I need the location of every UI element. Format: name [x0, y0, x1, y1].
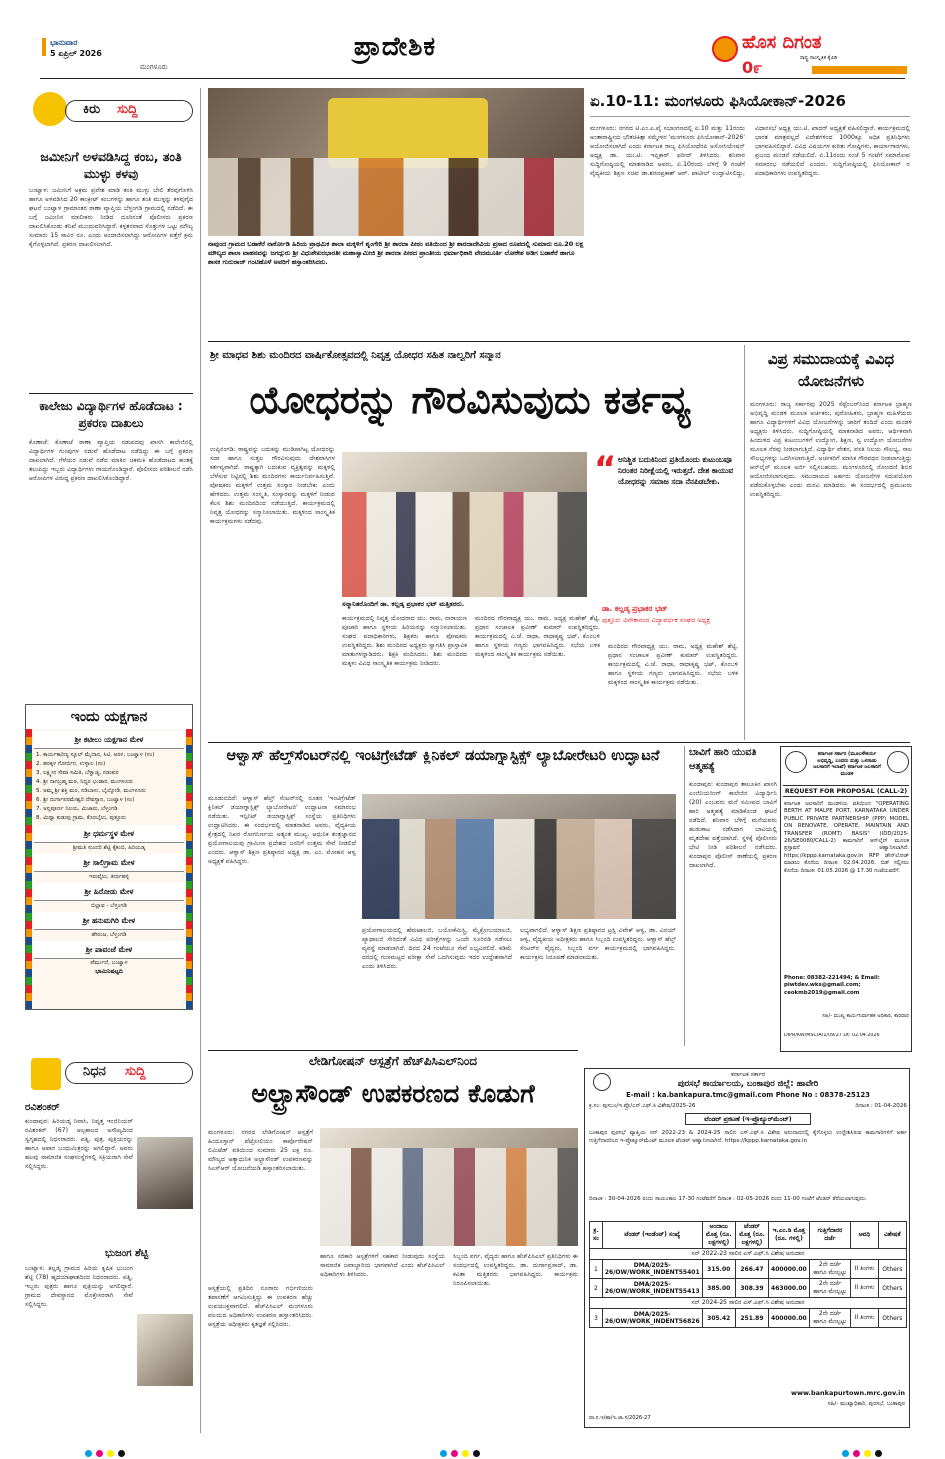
table-row: [590, 1309, 907, 1328]
cell: II ತಿಂಗಳು: [851, 1309, 878, 1328]
quote-box: [594, 449, 739, 637]
kateel-item: 1. ಕಾರ್ಯಕಾರಿಣ್ಯ ಸ್ಕೂಲ್ ಮೈದಾನ, ಸಿಟಿ, ಅರಳ, ಬಂಟ್ವಾಳ (ಸಂ): [36, 752, 155, 758]
cyan-dot: [85, 1450, 92, 1457]
physiocon-headline: ಏ.10-11: ಮಂಗಳೂರು ಫಿಸಿಯೋಕಾನ್-2026: [590, 92, 846, 110]
table-header: ಇ.ಎಂ.ಡಿ ಮೊತ್ತ (ರೂ. ಗಳಲ್ಲಿ): [769, 1222, 810, 1249]
magenta-dot: [853, 1450, 860, 1457]
physiocon-rule: [590, 116, 910, 117]
kateel-item: 3. ಲಕ್ಷ್ಮೀನ ಸೇವಾ ಸಮಿತಿ, ಬೆಳ್ವಾಡ್ಯ, ನಡುಕುರ: [36, 770, 119, 776]
lead-column-2: ಕಾರ್ಯಕ್ರಮದಲ್ಲಿ ನಿವೃತ್ತ ಯೋಧರಾದ ಯು. ರಾಮ, ನಾರಾಯಣ ಪೂಜಾರಿ ಹಾಗೂ ಸ್ಥಳೀಯ ಹಿರಿಯರನ್ನು ಸನ್ಮಾನಿಸಲಾಯಿತು. ಸಂಘದ ಪದಾಧಿಕಾರಿಗಳು, ಶಿಕ್ಷಕರು ಹಾಗೂ ಪೋಷಕರು ಉಪಸ್ಥಿತರಿದ್ದರು. ಶಿಶು ಮಂದಿರದ ಅಧ್ಯಕ್ಷರು ಸ್ವಾಗತಿಸಿ ಪ್ರಾಸ್ತಾವಿಕ ಮಾತುಗಳನ್ನಾಡಿದರು. ಶಿಕ್ಷಕಿ ವಂದಿಸಿದರು. ಶಿಶು ಮಂದಿರದ ಮಕ್ಕಳು ವಿವಿಧ ಸಾಂಸ್ಕೃತಿಕ ಕಾರ್ಯಕ್ರಮ ನೀಡಿದರು.: [342, 615, 467, 667]
tender-rfp: [780, 746, 912, 1052]
alvas-article: [208, 746, 678, 1046]
lead-column-1: ಉಪ್ಪಿನಂಗಡಿ: ರಾಷ್ಟ್ರವನ್ನು ಬದುಕನ್ನು ಮುಡಿಪಾಗಿಟ್ಟ ಯೋಧರನ್ನು ಸದಾ ಹಾಗೂ ಸುತ್ತಲ ಗೌರವಿಸುವುದು ದೇಶವಾಸಿಗಳ ಕರ್ತವ್ಯವಾಗಿದೆ. ರಾಷ್ಟ್ರಕ್ಕಾಗಿ ಬದುಕುವ ವ್ಯಕ್ತಿತ್ವವನ್ನು ಮಕ್ಕಳಲ್ಲಿ ಬೆಳೆಸುವ ನಿಟ್ಟಿನಲ್ಲಿ ಶಿಶು ಮಂದಿರಗಳು ಕಾರ್ಯನಿರ್ವಹಿಸುತ್ತಿವೆ. ಪೋಷಕರು ಮಕ್ಕಳಿಗೆ ಉತ್ತಮ ಸಂಸ್ಕಾರ ನೀಡಬೇಕು ಎಂದು ಹೇಳಿದರು. ಉತ್ತಮ ಸಂಸ್ಕೃತಿ, ಸಂಸ್ಕಾರವನ್ನು ಮಕ್ಕಳಿಗೆ ನೀಡುವ ಕೆಲಸ ಶಿಶು ಮಂದಿರದಿಂದ ನಡೆಯುತ್ತಿದೆ. ಕಾರ್ಯಕ್ರಮದಲ್ಲಿ ನಿವೃತ್ತ ಯೋಧರನ್ನು ಸನ್ಮಾನಿಸಲಾಯಿತು. ಮಕ್ಕಳಿಂದ ಸಾಂಸ್ಕೃತಿಕ ಕಾರ್ಯಕ್ರಮಗಳು ನಡೆದವು.: [210, 446, 335, 525]
lead-photo: [342, 452, 587, 597]
bankapura-dates: ದಿನಾಂಕ : 30-04-2026 ರಂದು ಸಾಯಂಕಾಲ 17-30 ಗಂಟೆವರೆಗೆ ದಿನಾಂಕ : 02-05-2026 ರಂದು 11-00 ಗಂಟೆಗೆ ಟೆಂಡರ್ ತೆರೆಯಲಾಗುವುದು.: [589, 1196, 867, 1202]
table-header: ಅವಧಿ: [851, 1222, 878, 1249]
alvas-column-3: ಲಭ್ಯವಾಗಲಿದೆ. ಆಳ್ವಾಸ್ ಶಿಕ್ಷಣ ಪ್ರತಿಷ್ಠಾನದ ಟ್ರಸ್ಟಿ ವಿವೇಕ್ ಆಳ್ವ, ಡಾ. ವಿನಯ್ ಆಳ್ವ, ವೈದ್ಯಕೀಯ ಅಧೀಕ್ಷಕರು ಹಾಗೂ ಸಿಬ್ಬಂದಿ ಉಪಸ್ಥಿತರಿದ್ದರು. ಆಳ್ವಾಸ್ ಹೆಲ್ತ್ ಸೆಂಟರ್‌ನ ವೈದ್ಯರು, ಸಿಬ್ಬಂದಿ ವರ್ಗ ಕಾರ್ಯಕ್ರಮದಲ್ಲಿ ಭಾಗವಹಿಸಿದ್ದರು. ಕಾರ್ಯಕ್ರಮ ನಿರೂಪಣೆ ಮಾಡಲಾಯಿತು.: [520, 927, 676, 961]
tender-body: ಕರ್ನಾಟಕ ಜಲಸಾರಿಗೆ ಮಂಡಳಿಯ ವತಿಯಿಂದ "OPERATING BERTH AT MALPE PORT, KARNATAKA UNDER PUBLIC PRIVATE PARTNERSHIP (PPP) MODEL ON RENOVATE, OPERATE, MAINTAIN AND TRANSFER (ROMT) BASIS" (IDD/2025-26/SE0080/CALL-2) ಕಾಮಗಾರಿಗೆ ಆನ್‌ಲೈನ್ ಮೂಲಕ ಪ್ರಸ್ತಾವನೆ ಆಹ್ವಾನಿಸಲಾಗಿದೆ. https://kppp.karnataka.gov.in RFP ಡೌನ್‌ಲೋಡ್ ಮಾಡಲು ಕೊನೆಯ ದಿನಾಂಕ: 02.04.2026. ಬಿಡ್ ಸಲ್ಲಿಸಲು ಕೊನೆಯ ದಿನಾಂಕ: 01.05.2026 @ 17.30 ಗಂಟೆಯವರೆಗೆ.: [784, 801, 909, 874]
lady-column-1: ಮಂಗಳೂರು: ನಗರದ ಲೇಡಿಗೋಷನ್ ಆಸ್ಪತ್ರೆಗೆ ಹಿಂದೂಸ್ತಾನ್ ಪೆಟ್ರೋಲಿಯಂ ಕಾರ್ಪೊರೇಷನ್ ಲಿಮಿಟೆಡ್ ವತಿಯಿಂದ ಸುಮಾರು 25 ಲಕ್ಷ ರೂ. ಮೌಲ್ಯದ ಅತ್ಯಾಧುನಿಕ ಅಲ್ಟ್ರಾಸೌಂಡ್ ಉಪಕರಣವನ್ನು ಸಿಎಸ್ಆರ್ ಯೋಜನೆಯಡಿ ಹಸ್ತಾಂತರಿಸಲಾಯಿತು.: [208, 1129, 313, 1172]
day-label: ಭಾನುವಾರ: [50, 38, 78, 47]
troupe-hirodu: ಶ್ರೀ ಹಿರೋಡು ಮೇಳ: [34, 883, 184, 901]
table-group-row: [590, 1249, 907, 1260]
table-group-row: [590, 1298, 907, 1309]
magenta-dot: [451, 1450, 458, 1457]
brand-emblem-icon: [712, 36, 738, 62]
pavanje-play: ಭಾಮಿನಿಷಟ್ಪದಿ: [95, 968, 123, 975]
black-dot: [473, 1450, 480, 1457]
obituary-photo-1: [137, 1137, 193, 1209]
bankapura-body: ಬಂಕಾಪುರ ಪುರಸಭೆ ವ್ಯಾಪ್ತಿಯ ಸನ್ 2022-23 & 2024-25 ಸಾಲಿನ ಎಸ್.ಎಫ್.ಸಿ ವಿಶೇಷ ಅನುದಾನದಲ್ಲಿ ಕೈಗೊಳ್ಳಲು ಉದ್ದೇಶಿಸಿರುವ ಕಾಮಗಾರಿಗಳಿಗೆ ಅರ್ಹ ಗುತ್ತಿಗೆದಾರರಿಂದ ಇ-ಪ್ರೊಕ್ಯೂರ್‌ಮೆಂಟ್ ಮೂಲಕ ಟೆಂಡರ್ ಆಹ್ವಾನಿಸಲಾಗಿದೆ. https://kppp.karnataka.gov.in: [589, 1130, 907, 1144]
cell: 315.00: [702, 1260, 735, 1279]
cell: 400000.00: [769, 1309, 810, 1328]
bankapura-notice-title: ಟೆಂಡರ್ ಪ್ರಕಟಣೆ (ಇ-ಪ್ರೊಕ್ಯೂರ್‌ಮೆಂಟ್): [685, 1113, 811, 1125]
table-header: ಕ್ರ. ಸಂ: [590, 1222, 603, 1249]
yellow-dot: [107, 1450, 114, 1457]
saligrama-place: ಇರುವೈಲು, ತೀರ್ಥಹಳ್ಳಿ: [88, 874, 130, 880]
cell: 385.00: [702, 1279, 735, 1298]
kirusuddi-header: [25, 88, 195, 132]
cell: 1: [590, 1260, 603, 1279]
top-story-photo: [208, 88, 584, 236]
obituary-text-1: ಕುಂದಾಪುರ: ಹಿರಿಯಡ್ಕ ನಿವಾಸಿ, ನಿವೃತ್ತ ಇಂಜಿನಿಯರ್ ರವಿಶಂಕರ್ (67) ಅಲ್ಪಕಾಲದ ಅಸೌಖ್ಯದಿಂದ ಸ್ವಗೃಹದಲ್ಲಿ ನಿಧನರಾದರು. ಪತ್ನಿ, ಪುತ್ರ, ಪುತ್ರಿಯರನ್ನು ಹಾಗೂ ಅಪಾರ ಬಂಧುಮಿತ್ರರನ್ನು ಅಗಲಿದ್ದಾರೆ. ಅವರು ಹಲವು ಸಾಮಾಜಿಕ ಸಂಘಸಂಸ್ಥೆಗಳಲ್ಲಿ ಸಕ್ರಿಯರಾಗಿ ಸೇವೆ ಸಲ್ಲಿಸಿದ್ದರು.: [25, 1118, 133, 1170]
obituary-name-1: ರವಿಶಂಕರ್: [25, 1102, 60, 1113]
brand-name: ಹೊಸ ದಿಗಂತ: [742, 32, 822, 53]
obituary-text-2: ಬಂಟ್ವಾಳ: ಕಲ್ಲಡ್ಕ ಗ್ರಾಮದ ಹಿರಿಯ ಕೃಷಿಕ ಭುಜಂಗ ಶೆಟ್ಟಿ (78) ಹೃದಯಾಘಾತದಿಂದ ನಿಧನರಾದರು. ಪತ್ನಿ, ಇಬ್ಬರು ಪುತ್ರರು ಹಾಗೂ ಪುತ್ರಿಯನ್ನು ಅಗಲಿದ್ದಾರೆ. ಗ್ರಾಮದ ದೇವಸ್ಥಾನದ ಮೊಕ್ತೇಸರರಾಗಿ ಸೇವೆ ಸಲ್ಲಿಸಿದ್ದರು.: [25, 1265, 133, 1308]
government-emblem-icon: [785, 751, 807, 773]
kiru-headline-2: ಕಾಲೇಜು ವಿದ್ಯಾರ್ಥಿಗಳ ಹೊಡೆದಾಟ : ಪ್ರಕರಣ ದಾಖಲು: [39, 399, 183, 430]
date-label: 5 ಏಪ್ರಿಲ್ 2026: [50, 49, 102, 58]
yellow-dot: [864, 1450, 871, 1457]
kateel-list: [34, 749, 184, 825]
lady-photo: [320, 1128, 578, 1246]
cell: Others: [878, 1260, 906, 1279]
bankapura-sign: ಸಹಿ/- ಮುಖ್ಯಾಧಿಕಾರಿ, ಪುರಸಭೆ, ಬಂಕಾಪುರ: [827, 1401, 905, 1407]
cell: 2: [590, 1279, 603, 1298]
registration-marks-right: [842, 1442, 886, 1459]
vipra-headline: ವಿಪ್ರ ಸಮುದಾಯಕ್ಕೆ ವಿವಿಧ ಯೋಜನೆಗಳು: [767, 350, 895, 390]
cyan-dot: [842, 1450, 849, 1457]
lamp-icon: [31, 1058, 61, 1090]
cell: 305.42: [702, 1309, 735, 1328]
nidhana-title-b: ಸುದ್ದಿ: [125, 1064, 146, 1079]
cell: DMA/2025-26/OW/WORK_INDENT56826: [602, 1309, 702, 1328]
cell: 3: [590, 1309, 603, 1328]
cell: Others: [878, 1309, 906, 1328]
column-rule-right: [744, 345, 745, 740]
pavanje-place: ಪೆರ್ಮುದೆ, ಬಂಟ್ವಾಳ: [90, 960, 128, 966]
lady-article: [208, 1054, 578, 1439]
cyan-dot: [440, 1450, 447, 1457]
lead-column-4: ಮಂದಿರದ ಗೌರವಾಧ್ಯಕ್ಷ ಯು. ರಾಮ, ಅಧ್ಯಕ್ಷ ಮಹೇಶ್ ಶೆಟ್ಟಿ, ಪ್ರಧಾನ ಸಂಚಾಲಕ ಪ್ರವೀಣ್ ಕುಮಾರ್ ಉಪಸ್ಥಿತರಿದ್ದರು. ಕಾರ್ಯಕ್ರಮದಲ್ಲಿ ವಿ.ಜೆ. ರಾಧಾ, ರಾಧಾಕೃಷ್ಣ ಭಟ್, ಕೊಂಬಳಿ ಹಾಗೂ ಸ್ಥಳೀಯ ಗಣ್ಯರು ಭಾಗವಹಿಸಿದ್ದರು. ಸಭೆಯ ಬಳಿಕ ಮಕ್ಕಳಿಂದ ಸಾಂಸ್ಕೃತಿಕ ಕಾರ್ಯಕ್ರಮ ನಡೆಯಿತು.: [608, 643, 738, 686]
yakshagana-content: [34, 731, 184, 976]
table-row: [590, 1260, 907, 1279]
bankapura-table: [589, 1221, 907, 1328]
alvas-photo-people: [362, 819, 676, 919]
bankapura-ref-date: ದಿನಾಂಕ : 01-04-2026: [855, 1103, 907, 1109]
lady-kicker: ಲೇಡಿಗೋಷನ್ ಆಸ್ಪತ್ರೆಗೆ ಹೆಚ್‌ಪಿಸಿಎಲ್‌ನಿಂದ: [308, 1054, 478, 1068]
yakshagana-title: ಇಂದು ಯಕ್ಷಗಾನ: [26, 705, 192, 729]
bankapura-ref-no: ಕ್ರ.ಸಂ: ಪುಸಬಂ/ಇ.ಪ್ರೊ/ಎನ್.ಎಫ್.ಸಿ ವಿಶೇಷ/2025-26: [589, 1103, 696, 1109]
table-header-row: [590, 1222, 907, 1249]
troupe-kateel: ಶ್ರೀ ಕಟೀಲು ಯಕ್ಷಗಾನ ಮೇಳ: [34, 731, 184, 749]
kiru-body-2: ಕೊಣಾಜೆ: ಕೊಣಾಜೆ ಠಾಣಾ ವ್ಯಾಪ್ತಿಯ ನಡುಪದವು ಖಾಸಗಿ ಕಾಲೇಜಿನಲ್ಲಿ ವಿದ್ಯಾರ್ಥಿಗಳ ಗುಂಪುಗಳ ನಡುವೆ ಹೊಡೆದಾಟ ನಡೆದಿದ್ದು ಈ ಬಗ್ಗೆ ಪ್ರಕರಣ ದಾಖಲಾಗಿದೆ. ಗೆಳೆಯರ ನಡುವೆ ನಡೆದ ಮಾತಿನ ಚಕಮಕಿ ಹೊಡೆದಾಟದ ಹಂತಕ್ಕೆ ತಲುಪಿದ್ದು ಇಬ್ಬರು ವಿದ್ಯಾರ್ಥಿಗಳು ಗಾಯಗೊಂಡಿದ್ದಾರೆ. ಪೊಲೀಸರು ಪರಿಶೀಲನೆ ನಡೆಸಿ ಆರೋಪಿಗಳ ವಿರುದ್ಧ ಪ್ರಕರಣ ದಾಖಲಿಸಿಕೊಂಡಿದ್ದಾರೆ.: [29, 439, 193, 482]
troupe-saligrama: ಶ್ರೀ ಸಾಲಿಗ್ರಾಮ ಮೇಳ: [34, 854, 184, 872]
black-dot: [118, 1450, 125, 1457]
column-rule-left: [200, 88, 201, 1433]
obituary-photo-2: [137, 1314, 193, 1386]
cell: DMA/2025-26/OW/WORK_INDENT55413: [602, 1279, 702, 1298]
date-block: [42, 38, 168, 78]
city-label: ಮಂಗಳೂರು: [140, 63, 168, 71]
black-dot: [875, 1450, 882, 1457]
yakshagana-section: [25, 704, 193, 1010]
cell: 2ನೇ ದರ್ಜೆ ಹಾಗೂ ಮೇಲ್ಪಟ್ಟು: [809, 1279, 850, 1298]
yakshagana-border-right: [186, 729, 192, 1009]
bavi-article: [684, 746, 776, 1046]
lead-column-3: ಮಂದಿರದ ಗೌರವಾಧ್ಯಕ್ಷ ಯು. ರಾಮ, ಅಧ್ಯಕ್ಷ ಮಹೇಶ್ ಶೆಟ್ಟಿ, ಪ್ರಧಾನ ಸಂಚಾಲಕ ಪ್ರವೀಣ್ ಕುಮಾರ್ ಉಪಸ್ಥಿತರಿದ್ದರು. ಕಾರ್ಯಕ್ರಮದಲ್ಲಿ ವಿ.ಜೆ. ರಾಧಾ, ರಾಧಾಕೃಷ್ಣ ಭಟ್, ಕೊಂಬಳಿ ಹಾಗೂ ಸ್ಥಳೀಯ ಗಣ್ಯರು ಭಾಗವಹಿಸಿದ್ದರು. ಸಭೆಯ ಬಳಿಕ ಮಕ್ಕಳಿಂದ ಸಾಂಸ್ಕೃತಿಕ ಕಾರ್ಯಕ್ರಮ ನಡೆಯಿತು.: [475, 615, 600, 658]
kateel-item: 4. ಶ್ರೀ ನಾಗಬ್ರಹ್ಮ ಮಠ, ನಿಧ್ಯರ ಭಂಡಾರ, ಮಂಗಳೂರು: [36, 779, 133, 785]
cell: 2ನೇ ದರ್ಜೆ ಹಾಗೂ ಮೇಲ್ಪಟ್ಟು: [809, 1260, 850, 1279]
bankapura-gov: ಕರ್ನಾಟಕ ಸರ್ಕಾರ: [730, 1071, 766, 1078]
troupe-dharmasthala: ಶ್ರೀ ಧರ್ಮಸ್ಥಳ ಮೇಳ: [34, 825, 184, 843]
kiru-divider: [29, 393, 193, 394]
vipra-body: ಮಂಗಳೂರು: ರಾಜ್ಯ ಸರ್ಕಾರವು 2025 ಸೆಪ್ಟೆಂಬರ್‌ನಿಂದ ಕರ್ನಾಟಕ ಬ್ರಾಹ್ಮಣ ಅಭಿವೃದ್ಧಿ ಮಂಡಳಿ ಮೂಲಕ ಅರ್ಚಕರು, ಪುರೋಹಿತರು, ಬ್ರಾಹ್ಮಣ ಮಹಿಳೆಯರು ಹಾಗೂ ವಿದ್ಯಾರ್ಥಿಗಳಿಗೆ ವಿವಿಧ ಯೋಜನೆಗಳನ್ನು ಜಾರಿಗೆ ತಂದಿದೆ ಎಂದು ಮಂಡಳಿ ಅಧ್ಯಕ್ಷರು ತಿಳಿಸಿದರು. ಸುದ್ದಿಗೋಷ್ಠಿಯಲ್ಲಿ ಮಾತನಾಡಿದ ಅವರು, ಆರ್ಥಿಕವಾಗಿ ಹಿಂದುಳಿದ ವಿಪ್ರ ಕುಟುಂಬಗಳಿಗೆ ಉದ್ಯೋಗ, ಶಿಕ್ಷಣ, ಸ್ವ ಉದ್ಯೋಗ ಯೋಜನೆಗಳ ಮೂಲಕ ನೆರವು ನೀಡಲಾಗುತ್ತಿದೆ. ವಿದ್ಯಾರ್ಥಿ ವೇತನ, ವಸತಿ ನಿಲಯ ಸೌಲಭ್ಯ, ಸಾಲ ಸೌಲಭ್ಯಗಳನ್ನು ಒದಗಿಸಲಾಗುತ್ತಿದೆ. ಅರ್ಚಕರಿಗೆ ಮಾಸಿಕ ಗೌರವಧನ ನೀಡಲಾಗುತ್ತಿದ್ದು ಆನ್‌ಲೈನ್ ಮೂಲಕ ಅರ್ಜಿ ಸಲ್ಲಿಸಬಹುದು. ಮಂಗಳೂರಿನಲ್ಲಿ ನೋಂದಣಿ ಶಿಬಿರ ಆಯೋಜಿಸಲಾಗುವುದು. ಸಮುದಾಯದ ಅರ್ಹರು ಯೋಜನೆಗಳ ಸದುಪಯೋಗ ಪಡೆದುಕೊಳ್ಳಬೇಕು ಎಂದು ಮನವಿ ಮಾಡಿದರು. ಈ ಸಂದರ್ಭದಲ್ಲಿ ಪ್ರಮುಖರು ಉಪಸ್ಥಿತರಿದ್ದರು.: [750, 401, 912, 498]
bavi-headline: ಬಾವಿಗೆ ಹಾರಿ ಯುವತಿ ಆತ್ಮಹತ್ಯೆ: [689, 747, 757, 772]
lead-kicker: ಶ್ರೀ ಮಾಧವ ಶಿಶು ಮಂದಿರದ ವಾರ್ಷಿಕೋತ್ಸವದಲ್ಲಿ ನಿವೃತ್ತ ಯೋಧರ ಸಹಿತ ನಾಲ್ವರಿಗೆ ಸನ್ಮಾನ: [210, 350, 501, 361]
bankapura-footer-ref: ವಾ.ಸ.ಇ/ಹಾ/ಇ.ಜಾ.ಸ/2026-27: [589, 1415, 651, 1421]
cell: 463000.00: [769, 1279, 810, 1298]
cell: 266.47: [735, 1260, 768, 1279]
lead-headline: ಯೋಧರನ್ನು ಗೌರವಿಸುವುದು ಕರ್ತವ್ಯ: [249, 378, 691, 422]
lead-photo-people: [342, 492, 587, 597]
yellow-dot: [462, 1450, 469, 1457]
table-header: ಅಂದಾಜು ಮೊತ್ತ (ರೂ. ಲಕ್ಷಗಳಲ್ಲಿ): [702, 1222, 735, 1249]
date-color-bar: [42, 38, 46, 56]
cell: DMA/2025-26/OW/WORK_INDENT55401: [602, 1260, 702, 1279]
table-header: ಗುತ್ತಿಗೆದಾರರ ದರ್ಜೆ: [809, 1222, 850, 1249]
table-header: ಟೆಂಡರ್ (ಇಂಡೆಂಟ್) ಸಂಖ್ಯೆ: [602, 1222, 702, 1249]
lady-headline: ಅಲ್ಟ್ರಾಸೌಂಡ್ ಉಪಕರಣದ ಕೊಡುಗೆ: [251, 1079, 535, 1108]
registration-marks-left: [85, 1442, 129, 1459]
cell: II ತಿಂಗಳು: [851, 1279, 878, 1298]
alvas-headline: ಆಳ್ವಾಸ್ ಹೆಲ್ತ್‌ಸೆಂಟರ್‌ನಲ್ಲಿ ಇಂಟಿಗ್ರೇಟೆಡ್ ಕ್ಲಿನಿಕಲ್ ಡಯಾಗ್ನಾಸ್ಟಿಕ್ಸ್ ಲ್ಯಾಬೋರೇಟರಿ ಉದ್ಘಾಟನೆ: [226, 748, 660, 764]
lady-column-3: ಹಾಗೂ ಸರಕಾರಿ ಆಸ್ಪತ್ರೆಗಳಿಗೆ ಸಹಕಾರ ನೀಡುವುದು ಸಂಸ್ಥೆಯ ಸಾಮಾಜಿಕ ಜವಾಬ್ದಾರಿಯ ಭಾಗವಾಗಿದೆ ಎಂದು ಹೆಚ್‌ಪಿಸಿಎಲ್ ಅಧಿಕಾರಿಗಳು ತಿಳಿಸಿದರು.: [320, 1253, 445, 1278]
tender-dept: ಕರ್ನಾಟಕ ಸರ್ಕಾರ (ಮೂಲಸೌಕರ್ಯ ಅಭಿವೃದ್ಧಿ, ಬಂದರು ಮತ್ತು ಒಳನಾಡು ಜಲಸಾರಿಗೆ ಇಲಾಖೆ) ಕರ್ನಾಟಕ ಜಲಸಾರಿಗೆ ಮಂಡಳಿ: [813, 751, 881, 777]
cell: II ತಿಂಗಳು: [851, 1260, 878, 1279]
nidhana-section: [25, 1052, 195, 1437]
tender-sign: ಸಹಿ/- ಮುಖ್ಯ ಕಾರ್ಯನಿರ್ವಾಹಕ ಅಧಿಕಾರಿ, ಕಾರವಾರ: [822, 1013, 909, 1019]
alvas-photo: [362, 794, 676, 919]
lead-photo-caption: ಸನ್ಮಾನಿತರೊಂದಿಗೆ ಡಾ. ಕಲ್ಲಡ್ಕ ಪ್ರಭಾಕರ ಭಟ್ ಮತ್ತಿತರರು.: [342, 600, 465, 608]
quote-author-role: ಪುತ್ತೂರು ವಿವೇಕಾನಂದ ವಿದ್ಯಾವರ್ಧಕ ಸಂಘದ ಅಧ್ಯಕ್ಷ: [602, 616, 711, 624]
bavi-body: ಕುಂದಾಪುರ: ಕುಂದಾಪುರ ತಾಲೂಕಿನ ಖಾಸಗಿ ಎಂಜಿನಿಯರಿಂಗ್ ಕಾಲೇಜಿನ ವಿದ್ಯಾರ್ಥಿನಿ (20) ಎಂಬವರು ಮನೆ ಸಮೀಪದ ಬಾವಿಗೆ ಹಾರಿ ಆತ್ಮಹತ್ಯೆ ಮಾಡಿಕೊಂಡ ಘಟನೆ ನಡೆದಿದೆ. ಶನಿವಾರ ಬೆಳಿಗ್ಗೆ ಮನೆಯವರು ಹುಡುಕಾಟ ನಡೆಸಿದಾಗ ಬಾವಿಯಲ್ಲಿ ಮೃತದೇಹ ಪತ್ತೆಯಾಗಿದೆ. ಸ್ಥಳಕ್ಕೆ ಪೊಲೀಸರು ಭೇಟಿ ನೀಡಿ ಪರಿಶೀಲನೆ ನಡೆಸಿದರು. ಕುಂದಾಪುರ ಪೊಲೀಸ್ ಠಾಣೆಯಲ್ಲಿ ಪ್ರಕರಣ ದಾಖಲಾಗಿದೆ.: [689, 781, 777, 869]
masthead-rule: [40, 78, 905, 79]
physiocon-article: [590, 88, 910, 338]
alvas-column-2: ಪ್ರಯೋಗಾಲಯದಲ್ಲಿ ಹೆಮಟಾಲಜಿ, ಬಯೋಕೆಮಿಸ್ಟ್ರಿ, ಮೈಕ್ರೋಬಯಾಲಜಿ, ಪ್ಯಾಥಾಲಜಿ ಸೇರಿದಂತೆ ವಿವಿಧ ಪರೀಕ್ಷೆಗಳನ್ನು ಒಂದೇ ಸೂರಿನಡಿ ನಡೆಸಲು ವ್ಯವಸ್ಥೆ ಮಾಡಲಾಗಿದೆ. ದಿನದ 24 ಗಂಟೆಯೂ ಸೇವೆ ಲಭ್ಯವಿರಲಿದೆ. ಕಡಿಮೆ ದರದಲ್ಲಿ ಗುಣಮಟ್ಟದ ಪರೀಕ್ಷಾ ಸೇವೆ ಒದಗಿಸುವುದು ಇದರ ಉದ್ದೇಶವಾಗಿದೆ ಎಂದು ತಿಳಿಸಿದರು.: [362, 927, 512, 970]
kateel-item: 5. ಅಮ್ಮ ಶ್ರೀ ಶಕ್ತಿ ಮರ, ನಡಿಬಾಳು, ಬೈಲ್ಕೋಡಿ, ಮಂಗಳೂರು: [36, 788, 146, 794]
brand-tagline: ರಾಷ್ಟ್ರ ಸಾಂಸ್ಕೃತಿಕ ಕೈಪಿಡಿ: [800, 55, 838, 61]
cell: 400000.00: [769, 1260, 810, 1279]
troupe-pavanje: ಶ್ರೀ ಪಾವಂಜೆ ಮೇಳ: [34, 941, 184, 959]
bankapura-website: www.bankapurtown.mrc.gov.in: [790, 1389, 905, 1397]
brand-stripe: [812, 66, 907, 74]
vipra-article: [750, 348, 912, 738]
horizontal-rule-1: [208, 341, 910, 342]
kirusuddi-section: [25, 88, 195, 698]
dharmasthala-place: ಶ್ರೀಮತಿ ಸುಂದರಿ ಶೆಟ್ಟಿ ಕೈಕಂಬಿ, ಹಿರಿಯಡ್ಕ: [72, 845, 146, 851]
horizontal-rule-2: [208, 742, 910, 743]
yakshagana-border-left: [26, 729, 32, 1009]
hanumagiri-place: ಹೇರಂಜ, ಬೆಳ್ತಂಗಡಿ: [91, 932, 127, 938]
kiru-headline-1: ಜಮೀನಿಗೆ ಅಳವಡಿಸಿದ್ದ ಕಂಬ, ತಂತಿ ಮುಳ್ಳು ಕಳವು: [40, 149, 182, 181]
table-header: ವಿಶೇಷತೆ: [878, 1222, 906, 1249]
section-title: ಪ್ರಾದೇಶಿಕ: [353, 32, 437, 62]
kateel-item: 8. ಮಿಥ್ಯಾ ಕುಡುಪು ಗ್ರಾಮ, ಕೊರಬೈಲು, ಪುತ್ತೂರು: [36, 815, 126, 821]
registration-marks-center: [440, 1442, 484, 1459]
bankapura-office: ಪುರಸಭೆ ಕಾರ್ಯಾಲಯ, ಬಂಕಾಪುರ ಜಿಲ್ಲೆ: ಹಾವೇರಿ: [677, 1079, 819, 1089]
tender-contact: Phone: 08382-221494; & Email: piwtdev.wks@gmail.com; ceokmb2019@gmail.com: [784, 975, 880, 996]
hand-icon: [33, 92, 67, 126]
kiru-body-1: ಬಂಟ್ವಾಳ: ಜಮೀನಿಗೆ ಅಕ್ರಮ ಪ್ರವೇಶ ಮಾಡಿ ತಂತಿ ಮುಳ್ಳು ಬೇಲಿ ತೆರವುಗೊಳಿಸಿ ಹಾಗೂ ಅಳವಡಿಸಿದ 20 ಕಾಂಕ್ರೀಟ್ ಕಂಬಗಳನ್ನು ಹಾಗೂ ತಂತಿ ಮುಳ್ಳನ್ನು ಕಳವುಗೈದ ಘಟನೆ ಬಂಟ್ವಾಳ ಗ್ರಾಮಾಂತರ ಠಾಣಾ ವ್ಯಾಪ್ತಿಯ ಬೆಳ್ತಂಗಡಿ ಗ್ರಾಮದಲ್ಲಿ ನಡೆದಿದೆ. ಈ ಬಗ್ಗೆ ಜಮೀನಿನ ಮಾಲೀಕರು ನೀಡಿದ ದೂರಿನಂತೆ ಪೊಲೀಸರು ಪ್ರಕರಣ ದಾಖಲಿಸಿಕೊಂಡು ತನಿಖೆ ಮುಂದುವರಿಸಿದ್ದಾರೆ. ಕಳ್ಳತನವಾದ ಸೊತ್ತುಗಳ ಒಟ್ಟು ಮೌಲ್ಯ ಸುಮಾರು 15 ಸಾವಿರ ರೂ. ಎಂದು ಅಂದಾಜಿಸಲಾಗಿದ್ದು ಆರೋಪಿಗಳ ಪತ್ತೆಗೆ ಕ್ರಮ ಕೈಗೊಳ್ಳಲಾಗಿದೆ. ಪ್ರಕರಣ ದಾಖಲಿಸಲಾಗಿದೆ.: [29, 187, 193, 248]
tender-bankapura: [584, 1068, 910, 1428]
table-header: ಟೆಂಡರ್ ಮೊತ್ತ (ರೂ. ಲಕ್ಷಗಳಲ್ಲಿ): [735, 1222, 768, 1249]
kateel-item: 2. ಹರಕ್ಕಳ ಗೋರ್ಬಿನ, ಉಳ್ಳಾಲ (ಸಂ): [36, 761, 106, 767]
bankapura-contact: E-mail : ka.bankapura.tmc@gmail.com Phone No : 08378-25123: [626, 1091, 870, 1099]
cell: 251.89: [735, 1309, 768, 1328]
hirodu-place: ಬಿಲ್ಲಾವ - ಬೆಳ್ತಂಗಡಿ: [91, 903, 127, 909]
tender-title: REQUEST FOR PROPOSAL (CALL-2): [783, 785, 909, 797]
table-row: [590, 1279, 907, 1298]
magenta-dot: [96, 1450, 103, 1457]
quote-text: ಅನಿಶ್ಚಿತ ಬದುಕಿನಿಂದ ಪ್ರತಿಯೊಂದು ಕುಟುಂಬವೂ ನಿರಂತರ ನಿರೀಕ್ಷೆಯಲ್ಲಿ ಇರುತ್ತದೆ. ದೇಶ ಕಾಯುವ ಯೋಧರನ್ನು ಸಮಾಜ ಸದಾ ನೆನಪಿಡಬೇಕು.: [618, 455, 734, 486]
lady-column-4: ಸಿಬ್ಬಂದಿ ವರ್ಗ, ವೈದ್ಯರು ಹಾಗೂ ಹೆಚ್‌ಪಿಸಿಎಲ್ ಪ್ರತಿನಿಧಿಗಳು ಈ ಸಂದರ್ಭದಲ್ಲಿ ಉಪಸ್ಥಿತರಿದ್ದರು. ಡಾ. ದುರ್ಗಾಪ್ರಸಾದ್, ಡಾ. ಕವಿತಾ ಮತ್ತಿತರರು ಭಾಗವಹಿಸಿದ್ದರು. ಕಾರ್ಯಕ್ರಮ ನಿರೂಪಿಸಲಾಯಿತು.: [453, 1253, 578, 1287]
nidhana-title-a: ನಿಧನ: [83, 1064, 106, 1079]
kateel-item: 6. ಶ್ರೀ ದುರ್ಗಾಪರಮೇಶ್ವರಿ ದೇವಸ್ಥಾನ, ಬಂಟ್ವಾಳ (ಸಂ): [36, 797, 135, 803]
kateel-item: 7. ಅನ್ನಪೂರ್ಣ ನಿಲಯ, ಮಿಜಾರು, ಬೆಳ್ತಂಗಡಿ: [36, 806, 118, 812]
horizontal-rule-3: [208, 1050, 578, 1051]
brand-logo: [712, 32, 907, 76]
physiocon-body: ಮಂಗಳೂರು: ನಗರದ ಟಿ.ಎಂ.ಎ.ಪೈ ಸಭಾಂಗಣದಲ್ಲಿ ಏ.10 ಮತ್ತು 11ರಂದು ಅಂತಾರಾಷ್ಟ್ರೀಯ ಭೌತಚಿಕಿತ್ಸಾ ಸಮ್ಮೇಳನ 'ಮಂಗಳೂರು ಫಿಸಿಯೋಕಾನ್-2026' ಆಯೋಜಿಸಲಾಗಿದೆ ಎಂದು ಕರ್ನಾಟಕ ರಾಜ್ಯ ಫಿಸಿಯೋಥೆರಪಿ ಅಸೋಸಿಯೇಷನ್ ಅಧ್ಯಕ್ಷ ಡಾ. ಯು.ಟಿ. ಇಫ್ತಿಕಾರ್ ಫರೀದ್ ತಿಳಿಸಿದರು. ಶನಿವಾರ ಸುದ್ದಿಗೋಷ್ಠಿಯಲ್ಲಿ ಮಾತನಾಡಿದ ಅವರು, ಏ.10ರಂದು ಬೆಳಿಗ್ಗೆ 9 ಗಂಟೆಗೆ ವೈದ್ಯಕೀಯ ಶಿಕ್ಷಣ ಸಚಿವ ಡಾ.ಶರಣಪ್ರಕಾಶ್ ಆರ್. ಪಾಟೀಲ್ ಉದ್ಘಾಟಿಸಲಿದ್ದು, ವಿಧಾನಸಭೆ ಅಧ್ಯಕ್ಷ ಯು.ಟಿ. ಖಾದರ್ ಅಧ್ಯಕ್ಷತೆ ವಹಿಸಲಿದ್ದಾರೆ. ಕಾರ್ಯಕ್ರಮದಲ್ಲಿ ಭಾರತ ಮಾತ್ರವಲ್ಲದೆ ವಿದೇಶಗಳಿಂದ 1000ಕ್ಕೂ ಅಧಿಕ ಪ್ರತಿನಿಧಿಗಳು ಭಾಗವಹಿಸಲಿದ್ದಾರೆ. ವಿವಿಧ ವಿಷಯಗಳ ಕುರಿತು ಗೋಷ್ಠಿಗಳು, ಕಾರ್ಯಾಗಾರಗಳು, ಪ್ರಬಂಧ ಮಂಡನೆ ನಡೆಯಲಿದೆ. ಏ.11ರಂದು ಸಂಜೆ 5 ಗಂಟೆಗೆ ಸಮಾರೋಪ ಸಮಾರಂಭ ನಡೆಯಲಿದೆ ಎಂದರು. ಸುದ್ದಿಗೋಷ್ಠಿಯಲ್ಲಿ ಫಿಸಿಯೋಕಾನ್ ನ ಪದಾಧಿಕಾರಿಗಳು ಉಪಸ್ಥಿತರಿದ್ದರು.: [590, 125, 910, 177]
table-group-label: ಸನ್ 2022-23 ಸಾಲಿನ ಎಸ್.ಎಫ್.ಸಿ ವಿಶೇಷ ಅನುದಾನ: [590, 1249, 907, 1260]
lady-photo-people: [320, 1148, 578, 1246]
alvas-column-1: ಮೂಡುಬಿದಿರೆ: ಆಳ್ವಾಸ್ ಹೆಲ್ತ್ ಸೆಂಟರ್‌ನಲ್ಲಿ ನೂತನ 'ಇಂಟಿಗ್ರೇಟೆಡ್ ಕ್ಲಿನಿಕಲ್ ಡಯಾಗ್ನಾಸ್ಟಿಕ್ಸ್ ಲ್ಯಾಬೋರೇಟರಿ' ಉದ್ಘಾಟನಾ ಸಮಾರಂಭ ನಡೆಯಿತು. ಇನ್ಫಿನಿಟ್ ಡಯಾಗ್ನಾಸ್ಟಿಕ್ಸ್ ಸಂಸ್ಥೆಯ ಪ್ರತಿನಿಧಿಗಳು ಉದ್ಘಾಟಿಸಿದರು. ಈ ಸಂದರ್ಭದಲ್ಲಿ ಮಾತನಾಡಿದ ಅವರು, ವೈದ್ಯಕೀಯ ಕ್ಷೇತ್ರದಲ್ಲಿ ನಿಖರ ರೋಗನಿರ್ಣಯ ಅತ್ಯಂತ ಮುಖ್ಯ. ಆಧುನಿಕ ತಂತ್ರಜ್ಞಾನದ ಪ್ರಯೋಗಾಲಯವು ಗ್ರಾಮೀಣ ಪ್ರದೇಶದ ಜನರಿಗೆ ಉತ್ತಮ ಸೇವೆ ನೀಡಲಿದೆ ಎಂದರು. ಆಳ್ವಾಸ್ ಶಿಕ್ಷಣ ಪ್ರತಿಷ್ಠಾನದ ಅಧ್ಯಕ್ಷ ಡಾ. ಎಂ. ಮೋಹನ ಆಳ್ವ ಅಧ್ಯಕ್ಷತೆ ವಹಿಸಿದ್ದರು.: [208, 795, 356, 865]
cell: Others: [878, 1279, 906, 1298]
cell: 2ನೇ ದರ್ಜೆ ಹಾಗೂ ಮೇಲ್ಪಟ್ಟು: [809, 1309, 850, 1328]
lady-column-2: ಆಸ್ಪತ್ರೆಯಲ್ಲಿ ಪ್ರತಿದಿನ ನೂರಾರು ಗರ್ಭಿಣಿಯರು ತಪಾಸಣೆಗೆ ಆಗಮಿಸುತ್ತಿದ್ದು ಈ ಉಪಕರಣ ಹೆಚ್ಚು ಉಪಯುಕ್ತವಾಗಲಿದೆ. ಹೆಚ್‌ಪಿಸಿಎಲ್ ಮಂಗಳೂರು ವಲಯದ ಅಧಿಕಾರಿಗಳು ಉಪಕರಣ ಹಸ್ತಾಂತರಿಸಿದರು. ಆಸ್ಪತ್ರೆಯ ಅಧೀಕ್ಷಕರು ಕೃತಜ್ಞತೆ ಸಲ್ಲಿಸಿದರು.: [208, 1285, 313, 1328]
kirusuddi-title-b: ಸುದ್ದಿ: [117, 102, 138, 117]
kirusuddi-title-a: ಕಿರು: [83, 102, 101, 117]
people-strip: [208, 158, 584, 236]
troupe-hanumagiri: ಶ್ರೀ ಹನುಮಗಿರಿ ಮೇಳ: [34, 912, 184, 930]
page-number: 0೯: [742, 58, 763, 77]
quote-mark-icon: “: [594, 449, 617, 489]
masthead: [0, 0, 945, 82]
top-story-caption: ನಾವುಂದ ಗ್ರಾಮದ ಬಡಾಕೆರೆ ನಾರ್ಕೋಡಿ ಹಿರಿಯ ಪ್ರಾಥಮಿಕ ಶಾಲಾ ಮಕ್ಕಳಿಗೆ ಶೃಂಗೇರಿ ಶ್ರೀ ಶಾರದಾ ಪೀಠಂ ವತಿಯಿಂದ ಶ್ರೀ ಶಾರದಾದೇವಿಯ ಪ್ರಸಾದ ರೂಪದಲ್ಲಿ ಸುಮಾರು ರೂ.20 ಲಕ್ಷ ಮೌಲ್ಯದ ಶಾಲಾ ವಾಹನವನ್ನು ಜಗದ್ಗುರು ಶ್ರೀ ವಿಧುಶೇಖರಭಾರತೀ ಮಹಾಸ್ವಾಮೀಜಿ ಶ್ರೀ ಶಾರದಾ ಪೀಠದ ಪ್ರಾಂತೀಯ ಧರ್ಮಾಧಿಕಾರಿ ವೇದಮೂರ್ತಿ ಲೋಕೇಶ ಅಡಿಗ ಬಡಾಕೆರೆ ಹಾಗೂ ಶಾಸಕ ಗುರುರಾಜ್ ಗಂಟಿಹೊಳೆ ಅವರಿಗೆ ಹಸ್ತಾಂತರಿಸಿದರು.: [208, 240, 584, 266]
cell: 308.39: [735, 1279, 768, 1298]
quote-author: ಡಾ. ಕಲ್ಲಡ್ಕ ಪ್ರಭಾಕರ ಭಟ್: [602, 604, 668, 613]
port-emblem-icon: [887, 751, 909, 773]
table-group-label: ಸನ್ 2024-25 ಸಾಲಿನ ಎಸ್.ಎಫ್.ಸಿ ವಿಶೇಷ ಅನುದಾನ: [590, 1298, 907, 1309]
tender-ref: DIPR/KW/MSC/A/1/09/27 Dt: 02.04.2026: [784, 1033, 880, 1038]
obituary-name-2: ಭುಜಂಗ ಶೆಟ್ಟಿ: [105, 1248, 149, 1259]
